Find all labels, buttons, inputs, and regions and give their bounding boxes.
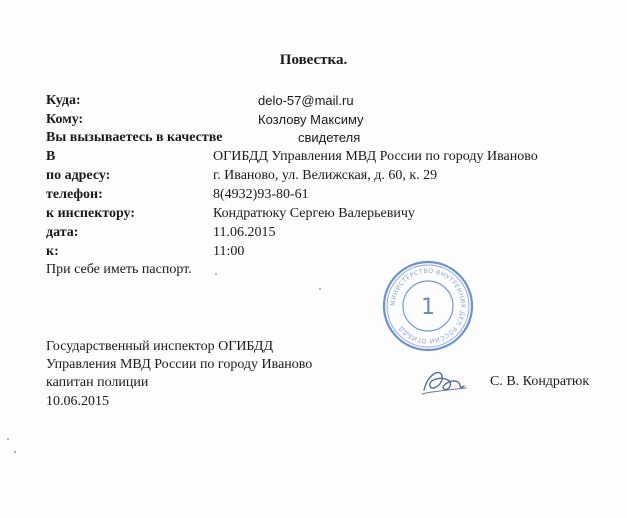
- field-value-date: 11.06.2015: [213, 225, 276, 240]
- handwritten-signature-icon: [418, 364, 470, 400]
- field-label-to-where: Куда:: [46, 93, 81, 108]
- issue-date: 10.06.2015: [46, 394, 109, 409]
- field-label-capacity: Вы вызываетесь в качестве: [46, 130, 223, 145]
- field-value-department: ОГИБДД Управления МВД России по городу Иваново: [213, 149, 538, 164]
- signer-rank: капитан полиции: [46, 375, 149, 390]
- signer-name: С. В. Кондратюк: [490, 374, 590, 389]
- scan-speck: [319, 288, 321, 290]
- official-stamp-icon: [380, 258, 476, 354]
- field-label-inspector: к инспектору:: [46, 206, 136, 221]
- scan-speck: [215, 273, 217, 275]
- field-value-inspector: Кондратюку Сергею Валерьевичу: [213, 206, 415, 221]
- field-label-address: по адресу:: [46, 168, 111, 183]
- field-value-time: 11:00: [213, 244, 245, 259]
- field-label-time: к:: [46, 244, 59, 259]
- field-label-date: дата:: [46, 225, 79, 240]
- stamp-number: 1: [421, 295, 435, 320]
- stamp-ring-text: МИНИСТЕРСТВО ВНУТРЕННИХ ДЕЛ РОССИИ ОГИБДД: [389, 267, 467, 345]
- field-label-location: В: [46, 149, 56, 164]
- signer-position-line2: Управления МВД России по городу Иваново: [46, 357, 313, 372]
- passport-note: При себе иметь паспорт.: [46, 262, 192, 277]
- field-value-recipient: Козлову Максиму: [258, 112, 364, 127]
- scan-speck: [7, 438, 9, 440]
- field-label-to-whom: Кому:: [46, 112, 84, 127]
- signer-position-line1: Государственный инспектор ОГИБДД: [46, 339, 274, 354]
- document-title: Повестка.: [279, 52, 348, 68]
- field-value-capacity: свидетеля: [298, 130, 361, 145]
- field-value-phone: 8(4932)93-80-61: [213, 187, 309, 202]
- field-label-phone: телефон:: [46, 187, 103, 202]
- field-value-address: г. Иваново, ул. Велижская, д. 60, к. 29: [213, 168, 438, 183]
- scan-speck: [14, 451, 16, 453]
- field-value-email: delo-57@mail.ru: [258, 93, 354, 108]
